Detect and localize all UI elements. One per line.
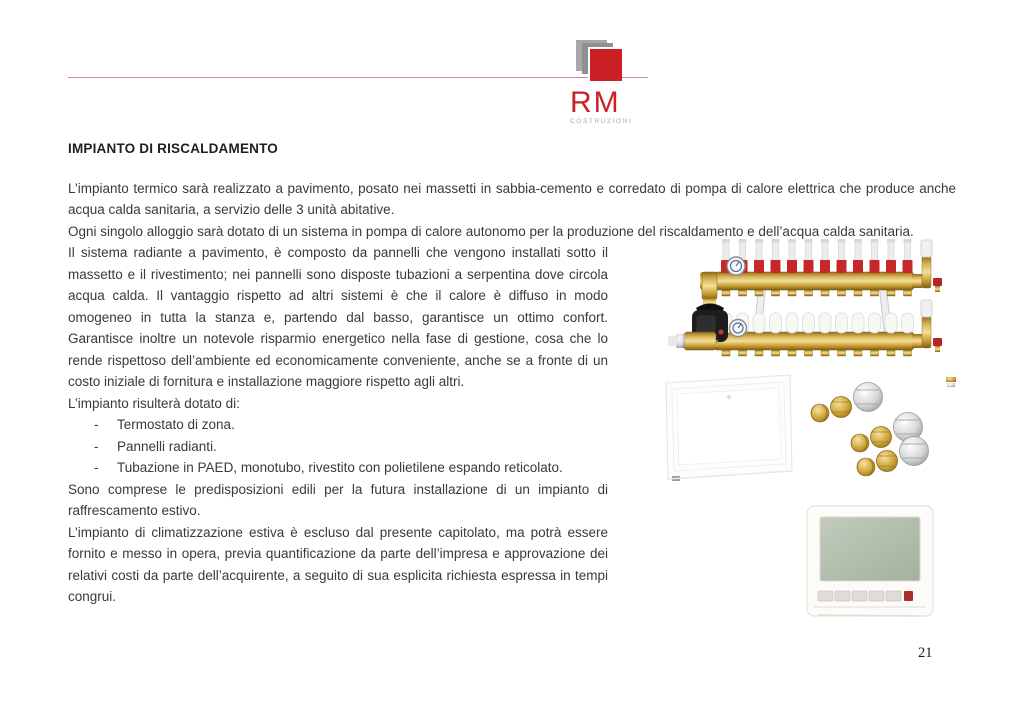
document-content [68, 138, 956, 630]
figure-heating-manifold [650, 232, 956, 377]
list-item-pannelli: - Pannelli radianti. [90, 436, 956, 458]
section-heading: IMPIANTO DI RISCALDAMENTO [68, 141, 279, 156]
air-vent-bottom [912, 300, 942, 352]
company-logo [570, 40, 656, 125]
list-item-tubazione: - Tubazione in PAED, monotubo, rivestito con polietilene espando reticolato. [90, 457, 956, 479]
page-number: 21 [918, 645, 933, 661]
figure-thermostat [800, 501, 956, 630]
paragraph-climatizzazione: L’impianto di climatizzazione estiva è escluso dal presente capitolato, ma potrà essere fornito e messo in opera, previa quantificazione da parte dell’impresa e approvazione dei relativi costi da parte dell’acquirente, a seguito di sua esplicita richiesta espressa in tempi congrui. [68, 524, 608, 604]
heating-manifold-image [650, 232, 950, 370]
paragraph-predisposizioni: Sono comprese le predisposizioni edili per la futura installazione di un impianto di raffrescamento estivo. [68, 481, 608, 518]
paragraph-impianto-termico: L’impianto termico sarà realizzato a pavimento, posato nei massetti in sabbia-cemento e corredato di pompa di calore elettrica che produce anche acqua calda sanitaria, a servizio delle 3 unità abitative. [68, 180, 956, 217]
paragraph-ogni-alloggio: Ogni singolo alloggio sarà dotato di un sistema in pompa di calore autonomo per la produzione del riscaldamento e dell’acqua calda sanitaria. [68, 223, 914, 239]
header-rule [68, 77, 648, 78]
dotazione-list [90, 414, 956, 479]
logo-squares-icon [572, 40, 634, 88]
thermostat-image [800, 501, 940, 623]
paragraph-dotazione-intro: L’impianto risulterà dotato di: [68, 395, 240, 411]
paragraph-sistema-radiante: Il sistema radiante a pavimento, è composto da pannelli che vengono installati sotto il massetto e il rivestimento; nei pannelli sono disposte tubazioni a serpentina dove circola acqua calda. Il vantaggio rispetto ad altri sistemi è che il calore è diffuso in modo omogeneo in tutta la stanza e, partendo dal basso, garantisce un ottimo confort. Garantisce inoltre un notevole risparmio energetico nella fase di gestione, cosa che lo rende rispettoso dell’ambiente ed economicamente conveniente, anche se a fronte di un costo iniziale di fornitura e installazione maggiore rispetto agli altri. [68, 245, 608, 389]
air-vent-top [912, 240, 942, 292]
logo-subtitle: COSTRUZIONI [570, 118, 633, 125]
list-item-termostato: - Termostato di zona. [90, 414, 956, 436]
logo-text: RM [570, 86, 621, 119]
